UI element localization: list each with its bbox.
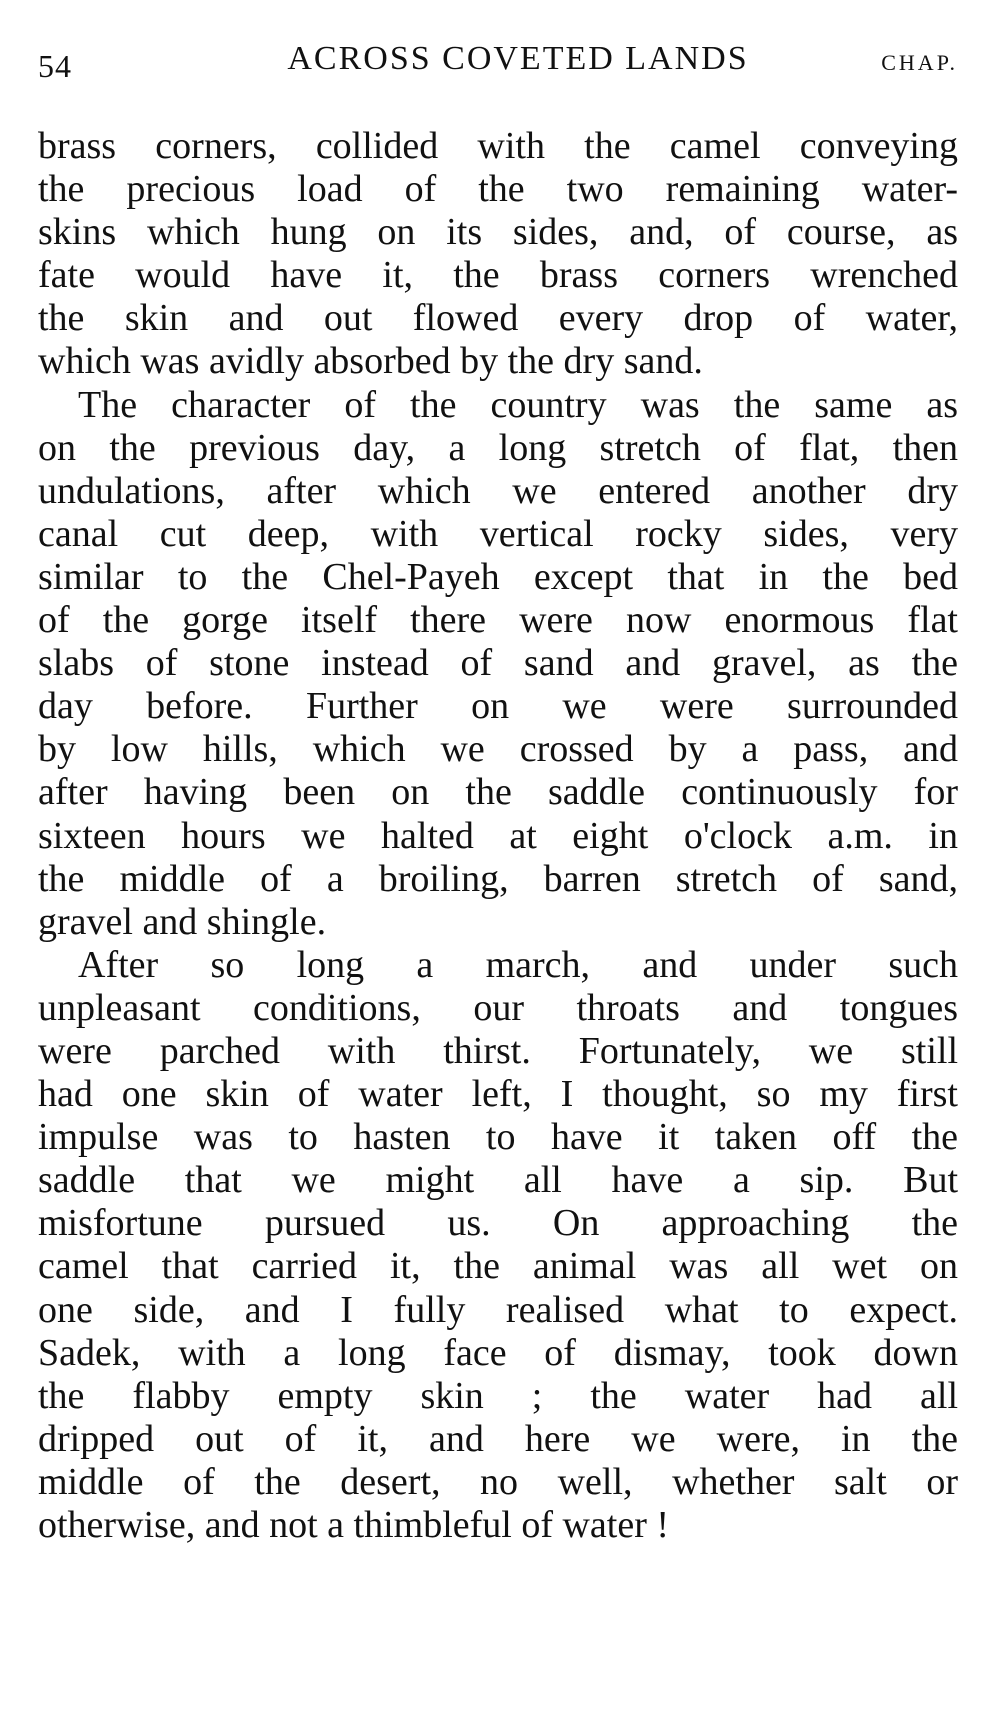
text-line: skins which hung on its sides, and, of course, as: [38, 211, 958, 254]
text-line: after having been on the saddle continuously for: [38, 771, 958, 814]
running-title: ACROSS COVETED LANDS: [287, 40, 749, 77]
text-line: one side, and I fully realised what to expect.: [38, 1288, 958, 1331]
text-line: impulse was to hasten to have it taken off the: [38, 1116, 958, 1159]
text-line: canal cut deep, with vertical rocky sides, very: [38, 512, 958, 555]
text-line: saddle that we might all have a sip. But: [38, 1159, 958, 1202]
text-line: middle of the desert, no well, whether salt or: [38, 1460, 958, 1503]
page-number: 54: [38, 48, 72, 84]
text-line: which was avidly absorbed by the dry sand.: [38, 340, 703, 383]
text-line: unpleasant conditions, our throats and tongues: [38, 986, 958, 1029]
text-line: The character of the country was the same as: [78, 383, 958, 426]
text-line: slabs of stone instead of sand and gravel, as the: [38, 642, 958, 685]
text-line: misfortune pursued us. On approaching the: [38, 1202, 958, 1245]
text-line: by low hills, which we crossed by a pass, and: [38, 728, 958, 771]
body-text: [38, 125, 958, 1547]
text-line: Sadek, with a long face of dismay, took down: [38, 1331, 958, 1374]
text-line: After so long a march, and under such: [78, 943, 958, 986]
text-line: the skin and out flowed every drop of water,: [38, 297, 958, 340]
text-line: fate would have it, the brass corners wrenched: [38, 254, 958, 297]
paragraph-2: [38, 384, 958, 944]
text-line: dripped out of it, and here we were, in the: [38, 1417, 958, 1460]
paragraph-3: [38, 944, 958, 1547]
text-line: camel that carried it, the animal was all wet on: [38, 1245, 958, 1288]
text-line: the precious load of the two remaining water-: [38, 168, 958, 211]
text-line: brass corners, collided with the camel conveying: [38, 125, 958, 167]
chapter-label: CHAP.: [881, 50, 958, 75]
text-line: the flabby empty skin ; the water had all: [38, 1374, 958, 1417]
text-line: similar to the Chel-Payeh except that in the bed: [38, 555, 958, 598]
text-line: undulations, after which we entered another dry: [38, 469, 958, 512]
text-line: day before. Further on we were surrounded: [38, 685, 958, 728]
text-line: sixteen hours we halted at eight o'clock a.m. in: [38, 814, 958, 857]
text-line: gravel and shingle.: [38, 900, 327, 943]
text-line: on the previous day, a long stretch of flat, then: [38, 426, 958, 469]
running-head: [38, 40, 958, 90]
text-line: the middle of a broiling, barren stretch of sand,: [38, 857, 958, 900]
paragraph-1: [38, 125, 958, 384]
text-line: were parched with thirst. Fortunately, we still: [38, 1029, 958, 1072]
text-line: of the gorge itself there were now enormous flat: [38, 599, 958, 642]
text-line: otherwise, and not a thimbleful of water !: [38, 1504, 670, 1546]
text-line: had one skin of water left, I thought, so my first: [38, 1073, 958, 1116]
